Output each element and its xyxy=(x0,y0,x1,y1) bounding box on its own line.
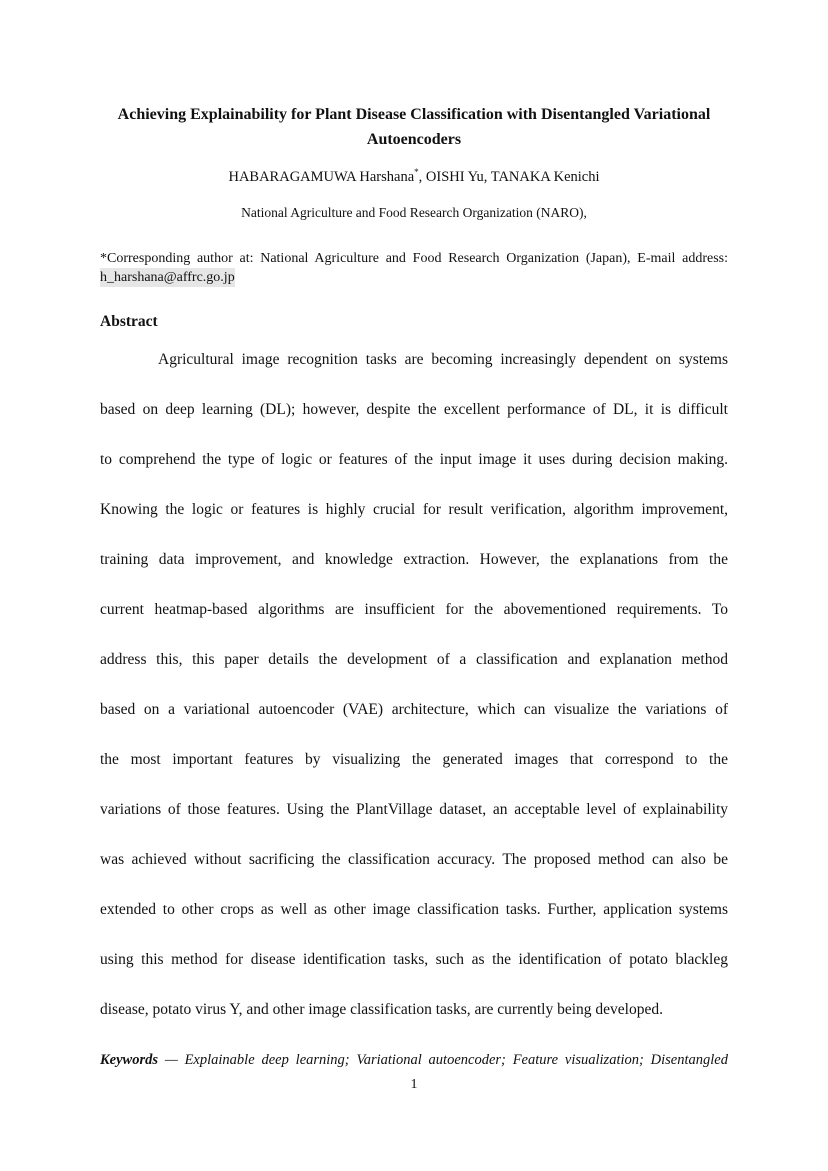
abstract-line: using this method for disease identification tasks, such as the identification of potato blackleg xyxy=(100,951,728,968)
paper-title xyxy=(100,102,728,152)
abstract-line: the most important features by visualizing the generated images that correspond to the xyxy=(100,751,728,768)
abstract-body xyxy=(100,348,728,1048)
abstract-line: disease, potato virus Y, and other image classification tasks, are currently being developed. xyxy=(100,1001,663,1018)
abstract-line: variations of those features. Using the PlantVillage dataset, an acceptable level of explainability xyxy=(100,801,728,818)
page-number: 1 xyxy=(410,1077,418,1092)
keywords-text: Explainable deep learning; Variational autoencoder; Feature visualization; Disentangled xyxy=(184,1052,728,1068)
keywords-dash: — xyxy=(158,1052,185,1068)
abstract-line: was achieved without sacrificing the classification accuracy. The proposed method can also be xyxy=(100,851,728,868)
affiliation: National Agriculture and Food Research Organization (NARO), xyxy=(241,205,587,220)
paper-title-line-2: Autoencoders xyxy=(366,131,462,148)
abstract-line: training data improvement, and knowledge extraction. However, the explanations from the xyxy=(100,551,728,568)
author-list xyxy=(100,167,728,187)
lead-author: HABARAGAMUWA Harshana xyxy=(228,169,415,185)
abstract-line: based on deep learning (DL); however, despite the excellent performance of DL, it is difficult xyxy=(100,401,728,418)
abstract-line: address this, this paper details the development of a classification and explanation method xyxy=(100,651,728,668)
corresponding-author-note: *Corresponding author at: National Agriculture and Food Research Organization (Japan), E-mail address: xyxy=(100,251,728,266)
abstract-line: based on a variational autoencoder (VAE) architecture, which can visualize the variations of xyxy=(100,701,728,718)
abstract-line: Agricultural image recognition tasks are becoming increasingly dependent on systems xyxy=(158,351,728,368)
keywords-label: Keywords xyxy=(100,1052,158,1068)
abstract-heading: Abstract xyxy=(100,313,158,330)
abstract-line: to comprehend the type of logic or features of the input image it uses during decision making. xyxy=(100,451,728,468)
co-authors: , OISHI Yu, TANAKA Kenichi xyxy=(418,169,600,185)
corresponding-mark: * xyxy=(414,167,419,178)
abstract-line: current heatmap-based algorithms are insufficient for the abovementioned requirements. To xyxy=(100,601,728,618)
abstract-line: extended to other crops as well as other image classification tasks. Further, application systems xyxy=(100,901,728,918)
email-address[interactable]: h_harshana@affrc.go.jp xyxy=(100,270,235,285)
abstract-line: Knowing the logic or features is highly crucial for result verification, algorithm improvement, xyxy=(100,501,728,518)
paper-title-line-1: Achieving Explainability for Plant Disease Classification with Disentangled Variational xyxy=(117,106,711,123)
keywords-line xyxy=(100,1049,728,1071)
